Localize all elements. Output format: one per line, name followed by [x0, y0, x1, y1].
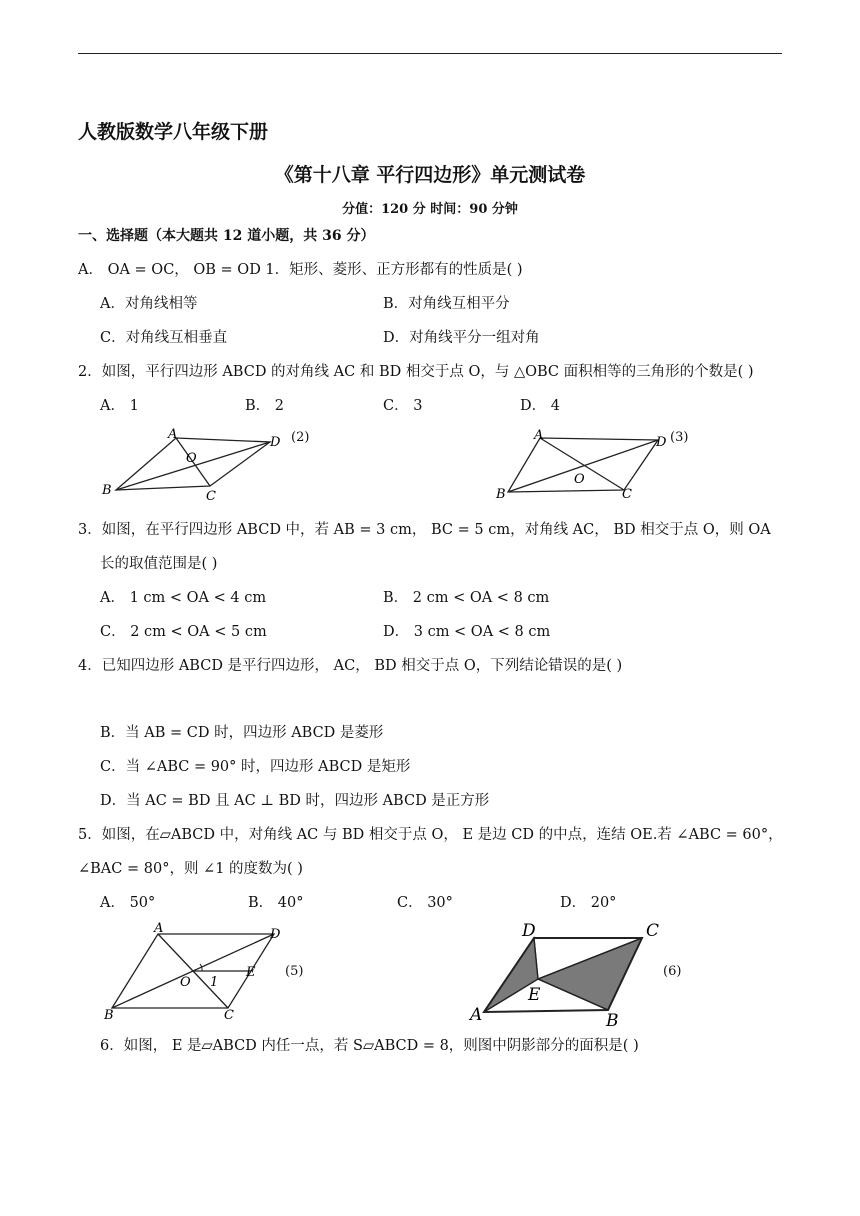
fig5-label-d: D	[270, 927, 281, 942]
fig2-label-b: B	[102, 483, 112, 498]
figure-5-caption: (5)	[285, 964, 304, 979]
fig5-label-angle1: 1	[210, 975, 219, 990]
fig2-label-o: O	[186, 451, 197, 466]
q3-option-d: D． 3 cm < OA < 8 cm	[383, 624, 551, 640]
header-rule	[78, 53, 782, 54]
question-4-stem: 4．已知四边形 ABCD 是平行四边形， AC， BD 相交于点 O，下列结论错误的是( )	[78, 658, 623, 674]
question-2-stem: 2．如图，平行四边形 ABCD 的对角线 AC 和 BD 相交于点 O，与 △OBC 面积相等的三角形的个数是( )	[78, 364, 754, 380]
q1-option-b: B．对角线互相平分	[383, 296, 510, 312]
figure-6-caption: (6)	[663, 964, 682, 979]
q2-option-b: B． 2	[245, 398, 284, 414]
figure-2-parallelogram	[98, 426, 288, 502]
figure-3-parallelogram	[490, 426, 680, 504]
figure-5-parallelogram	[96, 920, 296, 1020]
q4-option-d: D．当 AC = BD 且 AC ⊥ BD 时，四边形 ABCD 是正方形	[100, 793, 490, 809]
fig2-label-a: A	[168, 427, 178, 442]
fig2-label-c: C	[206, 489, 216, 502]
fig5-label-c: C	[224, 1008, 234, 1020]
fig5-label-b: B	[104, 1008, 114, 1020]
q5-option-a: A． 50°	[100, 895, 156, 911]
fig3-label-d: D	[656, 435, 667, 450]
q4-option-b: B．当 AB = CD 时，四边形 ABCD 是菱形	[100, 725, 384, 741]
fig6-label-e: E	[528, 985, 541, 1005]
book-title: 人教版数学八年级下册	[78, 121, 269, 143]
fig6-label-a: A	[470, 1005, 483, 1025]
q2-option-c: C． 3	[383, 398, 423, 414]
question-3-stem-line2: 长的取值范围是( )	[100, 556, 218, 572]
question-6-stem: 6．如图， E 是▱ABCD 内任一点，若 S▱ABCD = 8，则图中阴影部分的面积是( )	[100, 1038, 639, 1054]
figure-6-parallelogram	[468, 916, 680, 1030]
q1-option-d: D．对角线平分一组对角	[383, 330, 540, 346]
question-5-stem-line1: 5．如图，在▱ABCD 中，对角线 AC 与 BD 相交于点 O， E 是边 CD 的中点，连结 OE.若 ∠ABC = 60°，	[78, 827, 783, 843]
section-title: 一、选择题（本大题共 12 道小题，共 36 分）	[78, 228, 375, 244]
fig3-label-a: A	[534, 428, 544, 443]
question-5-stem-line2: ∠BAC = 80°，则 ∠1 的度数为( )	[78, 861, 303, 877]
fig6-label-d: D	[522, 921, 536, 941]
question-1-stem: A． OA = OC， OB = OD 1．矩形、菱形、正方形都有的性质是( )	[78, 262, 523, 278]
fig2-label-d: D	[270, 435, 281, 450]
q1-option-a: A．对角线相等	[100, 296, 198, 312]
q5-option-d: D． 20°	[560, 895, 617, 911]
q3-option-a: A． 1 cm < OA < 4 cm	[100, 590, 267, 606]
fig3-label-b: B	[496, 487, 506, 502]
q5-option-c: C． 30°	[397, 895, 453, 911]
fig5-label-a: A	[154, 921, 164, 936]
fig3-label-o: O	[574, 472, 585, 487]
q2-option-a: A． 1	[100, 398, 139, 414]
fig5-label-o: O	[180, 975, 191, 990]
q5-option-b: B． 40°	[248, 895, 304, 911]
fig3-label-c: C	[622, 487, 632, 502]
exam-title: 《第十八章 平行四边形》单元测试卷	[274, 164, 586, 186]
q3-option-c: C． 2 cm < OA < 5 cm	[100, 624, 267, 640]
question-3-stem-line1: 3．如图，在平行四边形 ABCD 中，若 AB = 3 cm， BC = 5 cm，对角线 AC， BD 相交于点 O，则 OA	[78, 522, 771, 538]
q1-option-c: C．对角线互相垂直	[100, 330, 228, 346]
figure-3-caption: (3)	[670, 430, 689, 445]
fig6-label-b: B	[606, 1011, 619, 1030]
q2-option-d: D． 4	[520, 398, 560, 414]
fig6-label-c: C	[646, 921, 660, 941]
score-time-info: 分值：120 分 时间：90 分钟	[342, 202, 518, 217]
q4-option-c: C．当 ∠ABC = 90° 时，四边形 ABCD 是矩形	[100, 759, 411, 775]
fig5-label-e: E	[246, 965, 256, 980]
figure-2-caption: (2)	[291, 430, 310, 445]
q3-option-b: B． 2 cm < OA < 8 cm	[383, 590, 550, 606]
